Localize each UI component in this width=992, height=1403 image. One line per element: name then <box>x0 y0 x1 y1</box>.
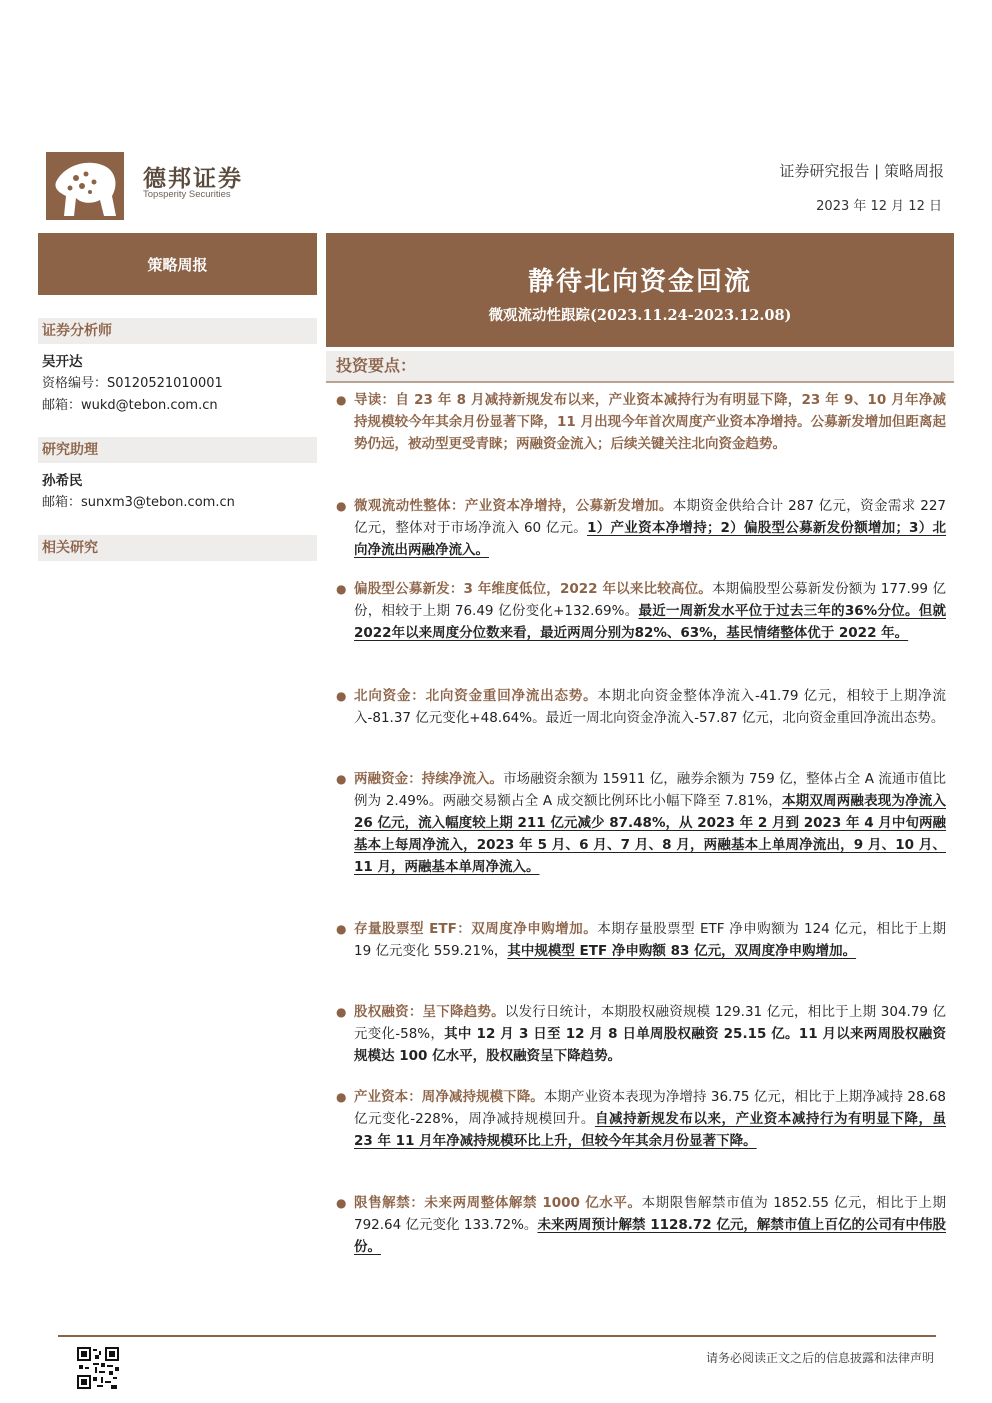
report-category-banner: 策略周报 <box>38 233 317 295</box>
report-date: 2023 年 12 月 12 日 <box>816 199 942 214</box>
bullet-highlight: 1）产业资本净增持；2）偏股型公募新发份额增加；3）北向净流出两融净流入。 <box>354 520 947 558</box>
bullet-dot-icon: ● <box>336 689 347 703</box>
key-points-heading: 投资要点： <box>326 351 954 383</box>
brand-name-english: Topsperity Securities <box>143 189 231 200</box>
bullet-text: 本期限售解禁市值为 1852.55 亿元，相比于上期 792.64 亿元变化 133.72%。 <box>354 1195 946 1233</box>
bullet-bold-text: 自 23 年 8 月减持新规发布以来，产业资本减持行为有明显下降，23 年 9、10 月年净减持规模较今年其余月份显著下降，11 月出现今年首次周度产业资本净增持。公募新发增加但距离起势仍远，被动型更受青睐；两融资金流入；后续关键关注北向资金趋势。 <box>354 392 947 452</box>
bullet-lockup-expiry <box>336 1192 946 1258</box>
bullet-dot-icon: ● <box>336 582 347 596</box>
legal-disclaimer: 请务必阅读正文之后的信息披露和法律声明 <box>705 1351 934 1365</box>
brand-name: 德邦证券 <box>143 166 243 192</box>
bullet-public-funds <box>336 578 946 644</box>
bullet-text: 本期产业资本表现为净增持 36.75 亿元，相比于上期净减持 28.68 亿元变化-228%，周净减持规模回升。 <box>354 1089 947 1127</box>
assistant-email: 邮箱：sunxm3@tebon.com.cn <box>42 495 235 510</box>
bullet-dot-icon: ● <box>336 1196 347 1210</box>
bullet-dot-icon: ● <box>336 772 347 786</box>
bullet-text: 本期偏股型公募新发份额为 177.99 亿份，相较于上期 76.49 亿份变化+132.69%。 <box>354 581 946 619</box>
bullet-lead: 偏股型公募新发：3 年维度低位，2022 年以来比较高位。 <box>354 581 712 597</box>
bullet-etf <box>336 918 946 962</box>
bullet-northbound <box>336 685 946 729</box>
related-research-heading: 相关研究 <box>38 535 317 561</box>
bullet-highlight: 最近一周新发水平位于过去三年的36%分位。但就2022年以来周度分位数来看，最近两周分别为82%、63%，基民情绪整体优于 2022 年。 <box>354 603 946 641</box>
bullet-dot-icon: ● <box>336 393 347 407</box>
report-subtitle: 微观流动性跟踪(2023.11.24-2023.12.08) <box>488 307 792 324</box>
bullet-lead: 微观流动性整体：产业资本净增持，公募新发增加。 <box>354 498 673 514</box>
bullet-lead: 两融资金：持续净流入。 <box>354 771 504 787</box>
bullet-lead: 导读： <box>354 392 396 408</box>
bullet-text: 本期存量股票型 ETF 净申购额为 124 亿元，相比于上期 19 亿元变化 559.21%， <box>354 921 946 959</box>
analyst-email: 邮箱：wukd@tebon.com.cn <box>42 398 218 413</box>
bullet-text: 本期北向资金整体净流入-41.79 亿元，相较于上期净流入-81.37 亿元变化+48.64%。最近一周北向资金净流入-57.87 亿元，北向资金重回净流出态势。 <box>354 688 946 726</box>
bullet-highlight: 未来两周预计解禁 1128.72 亿元，解禁市值上百亿的公司有中伟股份。 <box>354 1217 946 1255</box>
title-box <box>326 233 954 347</box>
bullet-guide <box>336 389 946 455</box>
analyst-name: 吴开达 <box>42 354 83 370</box>
bullet-lead: 北向资金：北向资金重回净流出态势。 <box>354 688 598 704</box>
report-type: 证券研究报告 | 策略周报 <box>779 162 944 180</box>
bullet-text: 以发行日统计，本期股权融资规模 129.31 亿元，相比于上期 304.79 亿元变化-58%， <box>354 1004 947 1042</box>
bullet-highlight: 其中规模型 ETF 净申购额 83 亿元，双周度净申购增加。 <box>507 943 857 959</box>
analyst-section-heading: 证券分析师 <box>38 318 317 344</box>
bullet-margin <box>336 768 946 878</box>
bullet-highlight: 本期双周两融表现为净流入 26 亿元，流入幅度较上期 211 亿元减少 87.48%，从 2023 年 2 月到 2023 年 4 月中旬两融基本上每周净流入，2023 年 5 月、6 月、7 月、8 月，两融基本上单周净流出，9 月、10 月、11 月，两融基本单周净流入。 <box>354 793 946 875</box>
bullet-lead: 限售解禁：未来两周整体解禁 1000 亿水平。 <box>354 1195 642 1211</box>
assistant-section-heading: 研究助理 <box>38 437 317 463</box>
bullet-text: 本期资金供给合计 287 亿元，资金需求 227 亿元，整体对于市场净流入 60 亿元。 <box>354 498 946 536</box>
bullet-highlight: 自减持新规发布以来，产业资本减持行为有明显下降，虽 23 年 11 月年净减持规模环比上升，但较今年其余月份显著下降。 <box>354 1111 947 1149</box>
bullet-lead: 股权融资：呈下降趋势。 <box>354 1004 505 1020</box>
bullet-text: 市场融资余额为 15911 亿，融券余额为 759 亿，整体占全 A 流通市值比例为 2.49%。两融交易额占全 A 成交额比例环比小幅下降至 7.81%， <box>354 771 947 809</box>
bullet-dot-icon: ● <box>336 922 347 936</box>
assistant-name: 孙希民 <box>42 473 83 489</box>
footer-divider <box>58 1335 936 1337</box>
bullet-dot-icon: ● <box>336 1005 347 1019</box>
bullet-bold-text: 其中 12 月 3 日至 12 月 8 日单周股权融资 25.15 亿。11 月以来两周股权融资规模达 100 亿水平，股权融资呈下降趋势。 <box>354 1026 946 1064</box>
bullet-dot-icon: ● <box>336 1090 347 1104</box>
report-title: 静待北向资金回流 <box>527 267 752 297</box>
qr-code-icon[interactable] <box>77 1347 119 1389</box>
brand-logo-icon <box>46 152 124 220</box>
bullet-lead: 产业资本：周净减持规模下降。 <box>354 1089 544 1105</box>
bullet-equity-financing <box>336 1001 946 1067</box>
bullet-dot-icon: ● <box>336 499 347 513</box>
bullet-industrial-capital <box>336 1086 946 1152</box>
bullet-lead: 存量股票型 ETF：双周度净申购增加。 <box>354 921 598 937</box>
analyst-certificate: 资格编号：S0120521010001 <box>42 376 223 391</box>
bullet-micro-liquidity <box>336 495 946 561</box>
